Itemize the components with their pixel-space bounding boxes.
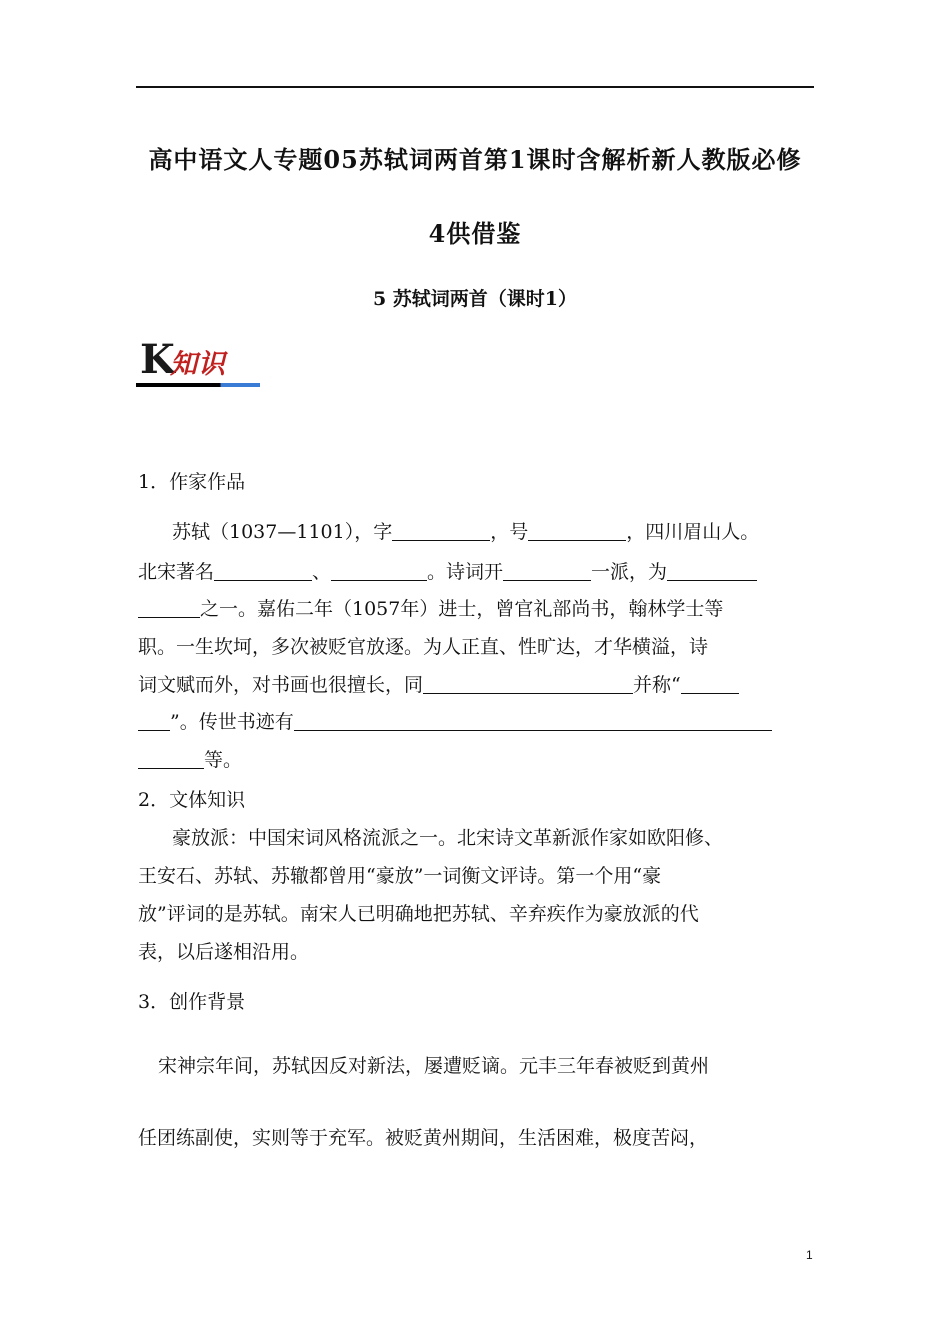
text-segment: ，号 <box>490 521 529 543</box>
text-segment: 。诗词开 <box>427 561 504 583</box>
text-segment: 等。 <box>204 749 243 771</box>
section2-line2: 王安石、苏轼、苏辙都曾用“豪放”一词衡文评诗。第一个用“豪 <box>138 865 662 887</box>
badge-text: 知识 <box>170 349 226 380</box>
text-segment: 之一。嘉佑二年（1057年）进士，曾官礼部尚书，翰林学士等 <box>200 598 724 620</box>
fill-blank <box>138 748 204 769</box>
fill-blank <box>214 560 312 581</box>
section1-line5 <box>138 673 739 697</box>
fill-blank <box>294 710 772 731</box>
fill-blank <box>667 560 757 581</box>
text-segment: 、 <box>312 561 332 583</box>
section3-heading: 3．创作背景 <box>138 991 246 1013</box>
fill-blank <box>528 520 626 541</box>
document-title-line1: 高中语文人专题05苏轼词两首第1课时含解析新人教版必修 <box>148 145 802 174</box>
header-rule <box>136 86 814 88</box>
section1-line7 <box>138 748 242 772</box>
badge-underline <box>136 383 260 387</box>
text-segment: 一派，为 <box>591 561 668 583</box>
fill-blank <box>503 560 591 581</box>
section3-line1: 宋神宗年间，苏轼因反对新法，屡遭贬谪。元丰三年春被贬到黄州 <box>158 1055 710 1077</box>
section1-line3 <box>138 597 723 621</box>
fill-blank <box>681 673 739 694</box>
fill-blank <box>423 673 633 694</box>
section1-heading: 1．作家作品 <box>138 471 246 493</box>
section2-line1: 豪放派：中国宋词风格流派之一。北宋诗文革新派作家如欧阳修、 <box>172 827 724 849</box>
text-segment: 北宋著名 <box>138 561 215 583</box>
fill-blank <box>331 560 427 581</box>
section2-heading: 2．文体知识 <box>138 789 246 811</box>
fill-blank <box>138 710 170 731</box>
lesson-subtitle: 5 苏轼词两首（课时1） <box>372 288 578 310</box>
knowledge-badge-logo <box>136 336 260 392</box>
text-segment: ”。传世书迹有 <box>170 711 294 733</box>
text-segment: 苏轼（1037—1101），字 <box>172 521 393 543</box>
section3-line2: 任团练副使，实则等于充军。被贬黄州期间，生活困难，极度苦闷， <box>138 1127 709 1149</box>
page-number: 1 <box>806 1248 813 1262</box>
section1-line1 <box>172 520 759 544</box>
fill-blank <box>138 597 200 618</box>
fill-blank <box>392 520 490 541</box>
document-title-line2: 4供借鉴 <box>428 219 522 248</box>
section2-line4: 表，以后遂相沿用。 <box>138 941 310 963</box>
section1-line2 <box>138 560 757 584</box>
section1-line4: 职。一生坎坷，多次被贬官放逐。为人正直、性旷达，才华横溢，诗 <box>138 636 709 658</box>
text-segment: ，四川眉山人。 <box>626 521 760 543</box>
text-segment: 并称“ <box>633 674 681 696</box>
section1-line6 <box>138 710 772 734</box>
section2-line3: 放”评词的是苏轼。南宋人已明确地把苏轼、辛弃疾作为豪放派的代 <box>138 903 699 925</box>
text-segment: 词文赋而外，对书画也很擅长，同 <box>138 674 424 696</box>
badge-letter: K <box>140 336 175 383</box>
